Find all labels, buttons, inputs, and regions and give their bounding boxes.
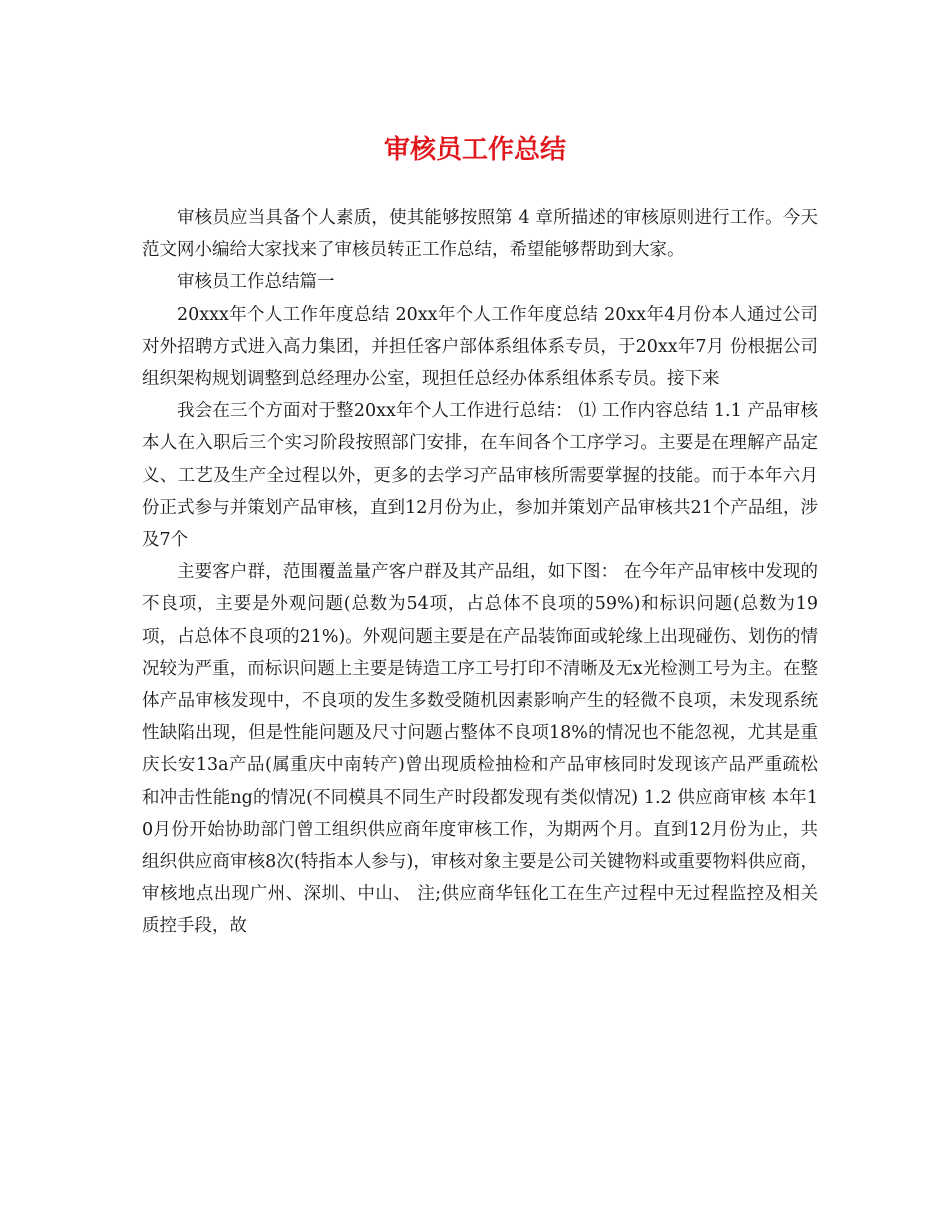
paragraph-work-summary: 我会在三个方面对于整20xx年个人工作进行总结： ⑴ 工作内容总结 1.1 产品审核 本人在入职后三个实习阶段按照部门安排，在车间各个工序学习。主要是在理解产品定义、工艺及生产全过程以外，更多的去学习产品审核所需要掌握的技能。而于本年六月份正式参与并策划产品审核，直到12月份为止，参加并策划产品审核共21个产品组，涉及7个 [142, 401, 818, 551]
paragraph-intro: 审核员应当具备个人素质，使其能够按照第 4 章所描述的审核原则进行工作。今天范文网小编给大家找来了审核员转正工作总结，希望能够帮助到大家。 [142, 208, 818, 261]
document-title: 审核员工作总结 [383, 135, 566, 165]
paragraph-audit-findings: 主要客户群，范围覆盖量产客户群及其产品组，如下图： 在今年产品审核中发现的不良项，主要是外观问题(总数为54项，占总体不良项的59%)和标识问题(总数为19项，占总体不良项的21%)。外观问题主要是在产品装饰面或轮缘上出现碰伤、划伤的情况较为严重，而标识问题上主要是铸造工序工号打印不清晰及无x光检测工号为主。在整体产品审核发现中，不良项的发生多数受随机因素影响产生的轻微不良项，未发现系统性缺陷出现，但是性能问题及尺寸问题占整体不良项18%的情况也不能忽视，尤其是重庆长安13a产品(属重庆中南转产)曾出现质检抽检和产品审核同时发现该产品严重疏松和冲击性能ng的情况(不同模具不同生产时段都发现有类似情况) 1.2 供应商审核 本年10月份开始协助部门曾工组织供应商年度审核工作，为期两个月。直到12月份为止，共组织供应商审核8次(特指本人参与)，审核对象主要是公司关键物料或重要物料供应商，审核地点出现广州、深圳、中山、 注;供应商华钰化工在生产过程中无过程监控及相关质控手段，故 [142, 562, 818, 937]
document-body [142, 202, 818, 943]
paragraph-employment: 20xxx年个人工作年度总结 20xx年个人工作年度总结 20xx年4月份本人通过公司对外招聘方式进入高力集团，并担任客户部体系组体系专员，于20xx年7月 份根据公司组织架构规划调整到总经理办公室，现担任总经办体系组体系专员。接下来 [142, 304, 818, 390]
section-heading: 审核员工作总结篇一 [177, 272, 335, 293]
